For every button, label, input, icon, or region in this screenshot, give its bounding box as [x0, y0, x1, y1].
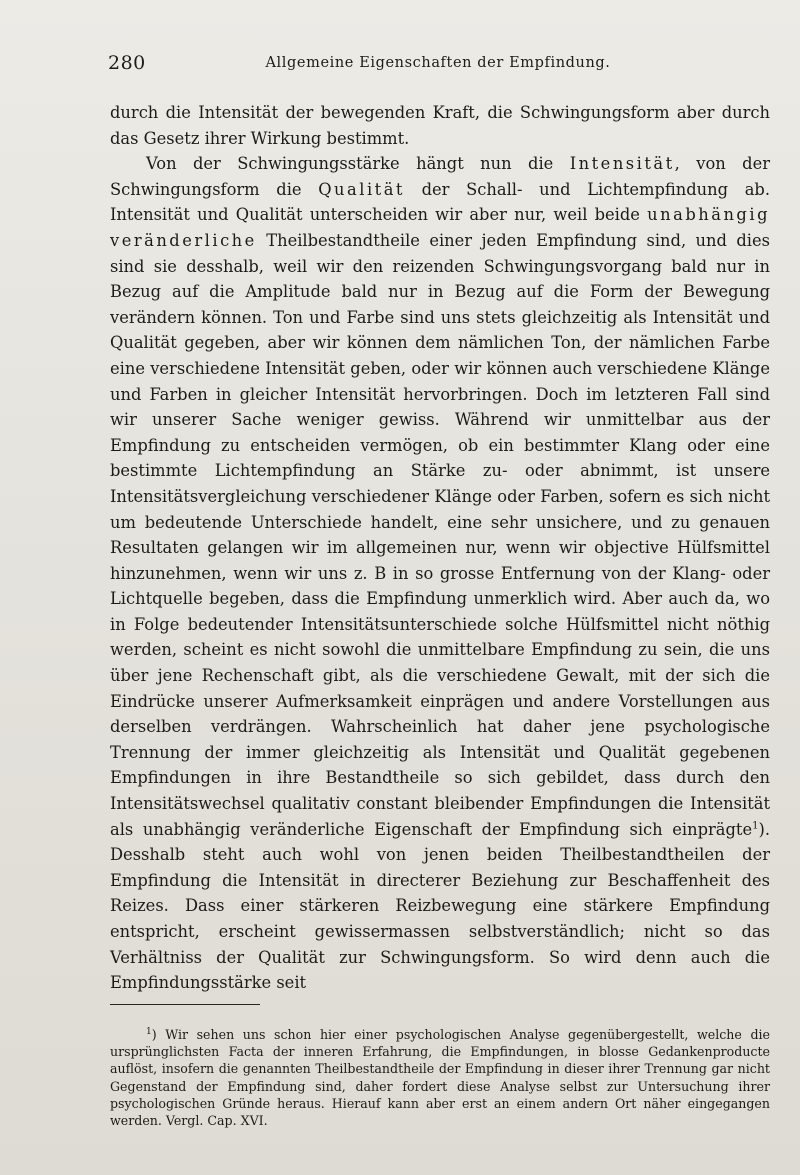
footnote [110, 1026, 770, 1129]
running-head: Allgemeine Eigenschaften der Empfindung. [265, 55, 611, 71]
paragraph-2-part-2: , von der Schwingungsform die [110, 154, 770, 199]
emphasis-intensitaet: Intensität [569, 154, 675, 174]
emphasis-unabhaengig: unabhängig veränderliche [110, 205, 770, 250]
paragraph-2-part-3: der Schall- und Lichtempfindung ab. Intensität und Qualität unterscheiden wir aber nur, weil beide [110, 179, 770, 225]
body-text [110, 100, 770, 996]
paragraph-2-part-5: ). Desshalb steht auch wohl von jenen beiden Theilbestandtheilen der Empfindung die Intensität in directerer Beziehung zur Beschaffenheit des Reizes. Dass einer stärkeren Reizbewegung eine stärkere Empfindung entspricht, erscheint gewissermassen selbstverständlich; nicht so das Verhältniss der Qualität zur Schwingungsform. So wird denn auch die Empfindungsstärke seit [110, 819, 770, 993]
footnote-mark: 1 [146, 1026, 152, 1037]
paragraph-2-part-1: Von der Schwingungsstärke hängt nun die [146, 154, 570, 174]
page-number: 280 [108, 52, 146, 74]
emphasis-qualitaet: Qualität [318, 179, 405, 199]
footnote-text: ) Wir sehen uns schon hier einer psychologischen Analyse gegenübergestellt, welche die ursprünglichsten Facta der inneren Erfahrung, die Empfindungen, in blosse Gedankenproducte auflöst, insofern die genannten Theilbestandtheile der Empfindung in dieser ihrer Trennung gar nicht Gegenstand der Empfindung sind, daher fordert diese Analyse selbst zur Untersuchung ihrer psychologischen Gründe heraus. Hierauf kann aber erst an einem andern Ort näher eingegangen werden. Vergl. Cap. XVI. [110, 1027, 770, 1129]
footnote-reference: 1 [752, 820, 759, 832]
footnote-divider [110, 1004, 260, 1005]
paragraph-1: durch die Intensität der bewegenden Kraft, die Schwingungsform aber durch das Gesetz ihrer Wirkung bestimmt. [110, 103, 770, 148]
paragraph-2-part-4: Theilbestandtheile einer jeden Empfindung sind, und dies sind sie desshalb, weil wir den reizenden Schwingungsvorgang bald nur in Bezug auf die Amplitude bald nur in Bezug auf die Form der Bewegung verändern können. Ton und Farbe sind uns stets gleichzeitig als Intensität und Qualität gegeben, aber wir können dem nämlichen Ton, der nämlichen Farbe eine verschiedene Intensität geben, oder wir können auch verschiedene Klänge und Farben in gleicher Intensität hervorbringen. Doch im letzteren Fall sind wir unserer Sache weniger gewiss. Während wir unmittelbar aus der Empfindung zu entscheiden vermögen, ob ein bestimmter Klang oder eine bestimmte Lichtempfindung an Stärke zu- oder abnimmt, ist unsere Intensitätsvergleichung verschiedener Klänge oder Farben, sofern es sich nicht um bedeutende Unterschiede handelt, eine sehr unsichere, und zu genauen Resultaten gelangen wir im allgemeinen nur, wenn wir objective Hülfsmittel hinzunehmen, wenn wir uns z. B in so grosse Entfernung von der Klang- oder Lichtquelle begeben, dass die Empfindung unmerklich wird. Aber auch da, wo in Folge bedeutender Intensitätsunterschiede solche Hülfsmittel nicht nöthig werden, scheint es nicht sowohl die unmittelbare Empfindung zu sein, die uns über jene Rechenschaft gibt, als die verschiedene Gewalt, mit der sich die Eindrücke unserer Aufmerksamkeit einprägen und andere Vorstellungen aus derselben verdrängen. Wahrscheinlich hat daher jene psychologische Trennung der immer gleichzeitig als Intensität und Qualität gegebenen Empfindungen in ihre Bestandtheile so sich gebildet, dass durch den Intensitätswechsel qualitativ constant bleibender Empfindungen die Intensität als unabhängig veränderliche Eigenschaft der Empfindung sich einprägte [110, 230, 770, 839]
page-header [108, 52, 768, 76]
paragraph-2 [110, 151, 770, 996]
